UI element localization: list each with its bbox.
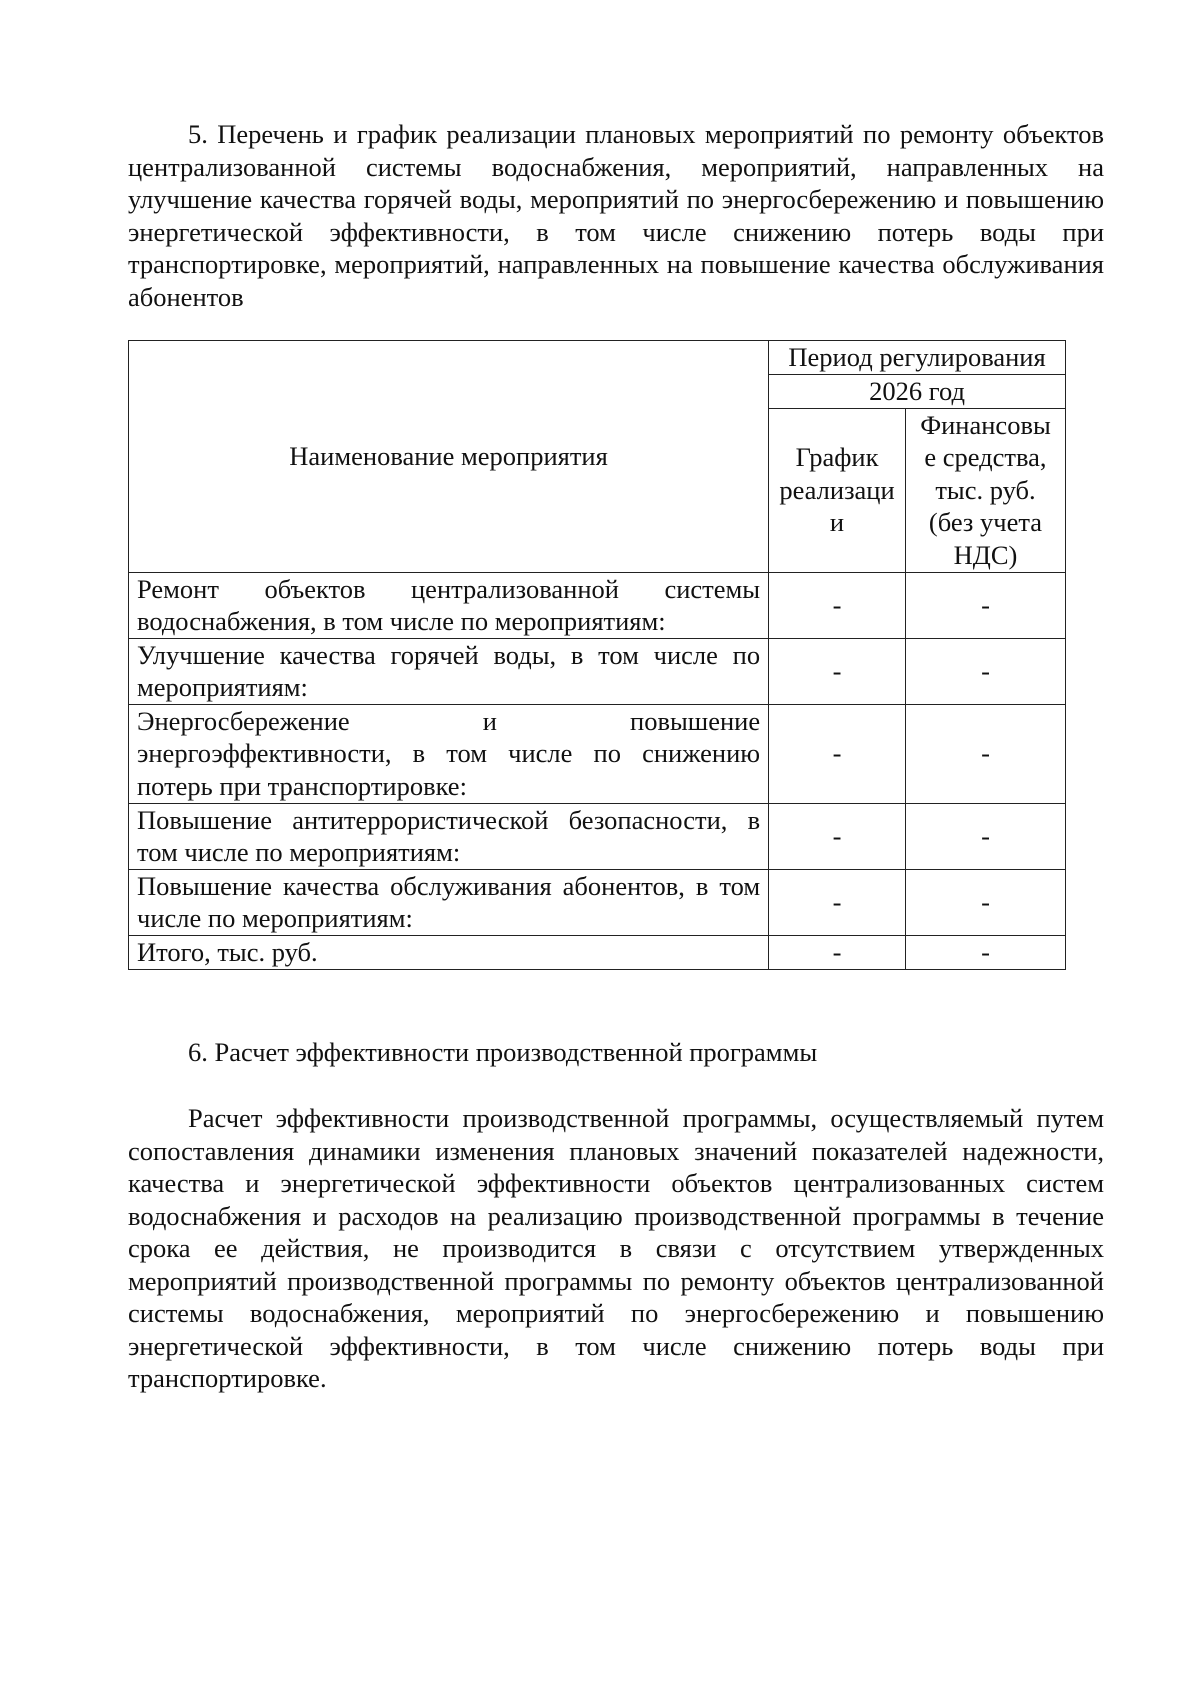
row-finance: -	[905, 704, 1065, 803]
row-name: Ремонт объектов централизованной системы водоснабжения, в том числе по мероприятиям:	[129, 572, 769, 638]
table-row	[129, 572, 1066, 638]
row-schedule: -	[769, 704, 906, 803]
row-finance: -	[905, 572, 1065, 638]
table-row	[129, 869, 1066, 935]
table-row	[129, 638, 1066, 704]
total-label: Итого, тыс. руб.	[129, 935, 769, 969]
row-name: Улучшение качества горячей воды, в том числе по мероприятиям:	[129, 638, 769, 704]
header-year: 2026 год	[769, 375, 1066, 409]
total-schedule: -	[769, 935, 906, 969]
section6-block	[128, 1102, 1104, 1395]
row-finance: -	[905, 638, 1065, 704]
row-schedule: -	[769, 572, 906, 638]
row-name: Энергосбережение и повышение энергоэффективности, в том числе по снижению потерь при транспортировке:	[129, 704, 769, 803]
section5-title: 5. Перечень и график реализации плановых мероприятий по ремонту объектов централизованной системы водоснабжения, мероприятий, направленных на улучшение качества горячей воды, мероприятий по энергосбережению и повышению энергетической эффективности, в том числе снижению потерь воды при транспортировке, мероприятий, направленных на повышение качества обслуживания абонентов	[128, 119, 1104, 312]
header-activity-name: Наименование мероприятия	[129, 341, 769, 573]
row-name: Повышение качества обслуживания абонентов, в том числе по мероприятиям:	[129, 869, 769, 935]
row-schedule: -	[769, 638, 906, 704]
row-schedule: -	[769, 869, 906, 935]
table-row	[129, 803, 1066, 869]
row-schedule: -	[769, 803, 906, 869]
row-finance: -	[905, 803, 1065, 869]
section6-title: 6. Расчет эффективности производственной программы	[188, 1037, 818, 1067]
header-schedule: График реализаци и	[769, 408, 906, 572]
section5-block	[128, 118, 1104, 313]
total-finance: -	[905, 935, 1065, 969]
header-finance: Финансовы е средства, тыс. руб. (без учета НДС)	[905, 408, 1065, 572]
table-total-row	[129, 935, 1066, 969]
table-header-row-1	[129, 341, 1066, 375]
activities-table	[128, 340, 1066, 970]
row-name: Повышение антитеррористической безопасности, в том числе по мероприятиям:	[129, 803, 769, 869]
header-period: Период регулирования	[769, 341, 1066, 375]
row-finance: -	[905, 869, 1065, 935]
section6-body: Расчет эффективности производственной программы, осуществляемый путем сопоставления динамики изменения плановых значений показателей надежности, качества и энергетической эффективности объектов централизованных систем водоснабжения и расходов на реализацию производственной программы в течение срока ее действия, не производится в связи с отсутствием утвержденных мероприятий производственной программы по ремонту объектов централизованной системы водоснабжения, мероприятий по энергосбережению и повышению энергетической эффективности, в том числе снижению потерь воды при транспортировке.	[128, 1103, 1104, 1393]
table-row	[129, 704, 1066, 803]
